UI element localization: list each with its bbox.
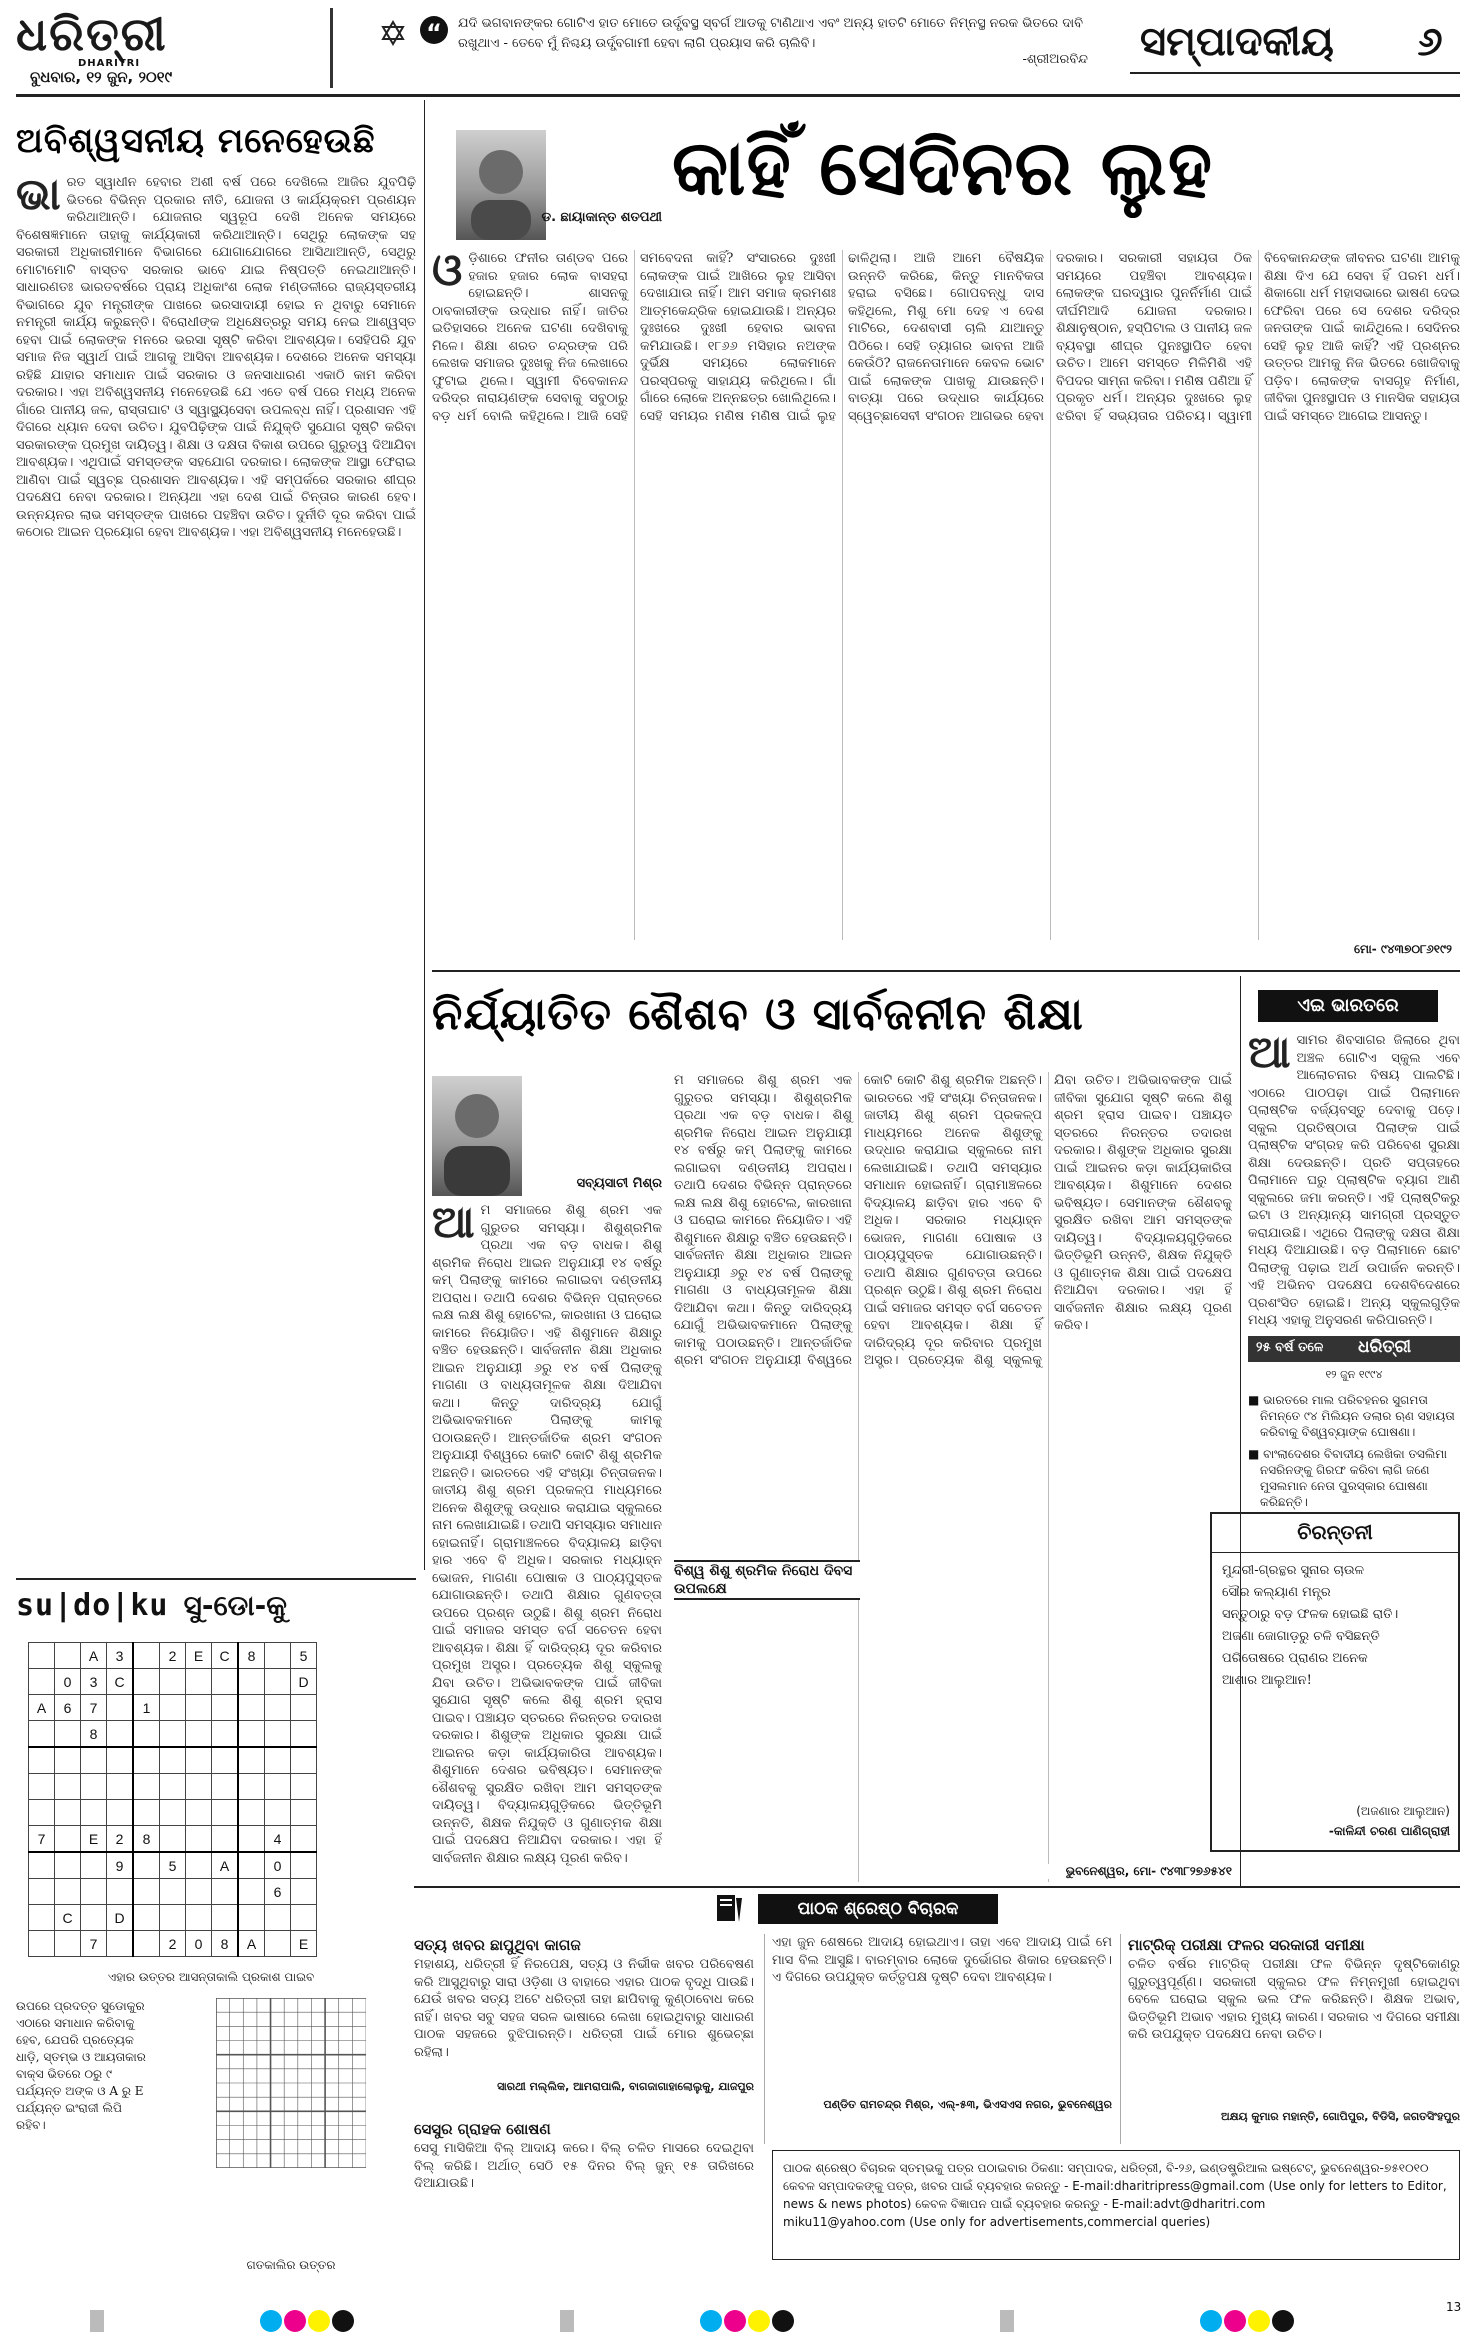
second-byline: ଭୁବନେଶ୍ୱର, ମୋ- ୯୪୩୮୨୭୬୫୪୧ bbox=[1036, 1864, 1232, 1879]
sudoku-cell[interactable] bbox=[29, 1931, 55, 1957]
sudoku-cell[interactable] bbox=[265, 1905, 291, 1931]
sudoku-cell[interactable] bbox=[107, 1747, 134, 1774]
sudoku-cell[interactable] bbox=[265, 1931, 291, 1957]
sudoku-cell[interactable] bbox=[238, 1695, 265, 1721]
section-divider bbox=[432, 970, 1460, 972]
sudoku-cell[interactable] bbox=[212, 1721, 239, 1748]
sudoku-cell[interactable] bbox=[186, 1669, 212, 1695]
sudoku-cell[interactable] bbox=[265, 1800, 291, 1826]
sudoku-cell[interactable] bbox=[133, 1879, 160, 1905]
sudoku-cell[interactable]: 0 bbox=[55, 1669, 81, 1695]
lead-author: ଡ. ଛାୟାକାନ୍ତ ଶତପଥୀ bbox=[541, 210, 662, 225]
sudoku-cell[interactable]: A bbox=[81, 1643, 107, 1669]
sudoku-cell[interactable] bbox=[55, 1747, 81, 1774]
years-ago-brand: ଧରିତ୍ରୀ bbox=[1358, 1337, 1412, 1357]
letter-sign: ଅକ୍ଷୟ କୁମାର ମହାନ୍ତି, ଗୋପିପୁର, ବିଡିସି, ଜଗତସିଂହପୁର bbox=[1220, 2110, 1460, 2123]
letters-contact-box bbox=[772, 2150, 1460, 2260]
sudoku-cell[interactable]: 8 bbox=[133, 1826, 160, 1853]
sudoku-cell[interactable]: 0 bbox=[186, 1931, 212, 1957]
sudoku-cell[interactable]: 2 bbox=[160, 1643, 186, 1669]
sudoku-cell[interactable]: D bbox=[107, 1905, 134, 1931]
second-subhead: ବିଶ୍ୱ ଶିଶୁ ଶ୍ରମିକ ନିରୋଧ ଦିବସ ଉପଲକ୍ଷେ bbox=[674, 1560, 860, 1600]
sudoku-cell[interactable] bbox=[55, 1643, 81, 1669]
sudoku-cell[interactable] bbox=[212, 1747, 239, 1774]
sudoku-cell[interactable]: E bbox=[186, 1643, 212, 1669]
sudoku-cell[interactable] bbox=[265, 1747, 291, 1774]
second-body-right bbox=[674, 1072, 1232, 1882]
logo[interactable] bbox=[16, 8, 246, 68]
sudoku-cell[interactable] bbox=[238, 1852, 265, 1879]
sudoku-cell[interactable] bbox=[107, 1721, 134, 1748]
sudoku-cell[interactable] bbox=[107, 1774, 134, 1800]
letters-banner bbox=[714, 1892, 1114, 1928]
sudoku-title bbox=[16, 1588, 416, 1632]
sudoku-cell[interactable] bbox=[186, 1905, 212, 1931]
letter-title: ସତ୍ୟ ଖବର ଛାପୁଥିବା କାଗଜ bbox=[414, 1936, 581, 1954]
chirantani bbox=[1210, 1512, 1460, 1852]
lead-contact: ମୋ- ୯୪୩୭୦୮୬୧୯୨ bbox=[1354, 942, 1452, 956]
sudoku-cell[interactable] bbox=[55, 1800, 81, 1826]
second-author: ସବ୍ୟସାଚୀ ମିଶ୍ର bbox=[576, 1176, 662, 1191]
issue-date: ବୁଧବାର, ୧୨ ଜୁନ, ୨୦୧୯ bbox=[30, 68, 173, 86]
sudoku-title-en: su|do|ku bbox=[16, 1588, 169, 1623]
sudoku-cell[interactable] bbox=[291, 1826, 317, 1853]
sudoku-answer-note: ଏହାର ଉତ୍ତର ଆସନ୍ତାକାଲି ପ୍ରକାଶ ପାଇବ bbox=[107, 1970, 315, 1984]
letter-item bbox=[1128, 1934, 1460, 2144]
sudoku-cell[interactable] bbox=[81, 1747, 107, 1774]
sudoku-cell[interactable] bbox=[81, 1800, 107, 1826]
sudoku-cell[interactable] bbox=[29, 1800, 55, 1826]
sudoku-cell[interactable]: E bbox=[291, 1931, 317, 1957]
sudoku-cell[interactable] bbox=[160, 1826, 186, 1853]
sudoku-cell[interactable] bbox=[291, 1721, 317, 1748]
sudoku-cell[interactable] bbox=[160, 1774, 186, 1800]
sudoku-cell[interactable] bbox=[133, 1774, 160, 1800]
sudoku-cell[interactable] bbox=[29, 1852, 55, 1879]
sudoku-cell[interactable] bbox=[160, 1747, 186, 1774]
contact-line[interactable]: miku11@yahoo.com (Use only for advertisements,commercial queries) bbox=[783, 2215, 1211, 2229]
years-ago-label: ୨୫ ବର୍ଷ ତଳେ bbox=[1256, 1340, 1324, 1355]
registration-marks bbox=[0, 2310, 1476, 2334]
years-ago-header bbox=[1248, 1336, 1460, 1362]
sudoku-cell[interactable] bbox=[133, 1800, 160, 1826]
letters-banner-text: ପାଠକ ଶ୍ରେଷ୍ଠ ବିଚାରକ bbox=[758, 1894, 998, 1924]
sudoku-cell[interactable] bbox=[133, 1669, 160, 1695]
sudoku-cell[interactable] bbox=[238, 1721, 265, 1748]
sudoku-cell[interactable]: A bbox=[238, 1931, 265, 1957]
sudoku-cell[interactable]: 2 bbox=[107, 1826, 134, 1853]
sudoku-cell[interactable] bbox=[55, 1721, 81, 1748]
letters-section bbox=[414, 1886, 1460, 2296]
sudoku-cell[interactable]: 8 bbox=[212, 1931, 239, 1957]
sudoku-cell[interactable]: 8 bbox=[238, 1643, 265, 1669]
sudoku-cell[interactable]: C bbox=[212, 1643, 239, 1669]
editorial-body bbox=[16, 174, 416, 1564]
sudoku-cell[interactable] bbox=[29, 1905, 55, 1931]
second-title: ନିର୍ଯ୍ୟାତିତ ଶୈଶବ ଓ ସାର୍ବଜନୀନ ଶିକ୍ଷା bbox=[432, 989, 1084, 1040]
page-folio: 13 bbox=[1446, 2300, 1462, 2314]
footer-bar bbox=[0, 2300, 1476, 2339]
sudoku-cell[interactable]: 4 bbox=[265, 1826, 291, 1853]
letter-title: ସେସୁର ଗ୍ରାହକ ଶୋଷଣ bbox=[414, 2120, 551, 2138]
sudoku-cell[interactable] bbox=[160, 1695, 186, 1721]
sudoku-cell[interactable]: 5 bbox=[160, 1852, 186, 1879]
sudoku-cell[interactable]: 1 bbox=[133, 1695, 160, 1721]
chirantani-poet: -କାଳିନ୍ଦୀ ଚରଣ ପାଣିଗ୍ରାହୀ bbox=[1328, 1824, 1450, 1838]
sudoku-cell[interactable]: 7 bbox=[29, 1826, 55, 1853]
sudoku-cell[interactable] bbox=[265, 1695, 291, 1721]
sudoku-cell[interactable] bbox=[238, 1774, 265, 1800]
sudoku-cell[interactable] bbox=[81, 1879, 107, 1905]
sudoku-cell[interactable]: 7 bbox=[81, 1931, 107, 1957]
sudoku-cell[interactable] bbox=[186, 1879, 212, 1905]
sudoku-cell[interactable] bbox=[212, 1879, 239, 1905]
letter-body: ସେସୁ ମାସିକିଆ ବିଲ୍ ଆଦାୟ କରେ। ବିଲ୍ ଚଳିତ ମାସରେ ଦେଇଥିବା ବିଲ୍ କରିଛି। ଅର୍ଥାତ୍ ସେଠି ୧୫ ଦିନର ବିଲ୍ ଜୁନ୍ ୧୫ ତାରିଖରେ ଦିଆଯାଉଛି। bbox=[414, 2141, 754, 2190]
sudoku-cell[interactable] bbox=[212, 1669, 239, 1695]
chirantani-poem: ମୁନ୍ଦରୀ-ଗ୍ରନ୍ଥର ସୁନାର ଚାଉଳ ସୌର କଲ୍ୟାଣ ମନ୍ତ୍ର ସନ୍ତୁଠାରୁ ବଡ଼ ଫଳକ ହୋଇଛି ରାତି। ଅଜଣା ଜୋଗାଡ଼ରୁ ଚଳି ବସିଛନ୍ତି ପରିତୋଷରେ ପ୍ରାଣର ଅନେକ ଆଶାର ଆଲୁଆନ! bbox=[1222, 1563, 1399, 1688]
letter-item bbox=[772, 1934, 1112, 2144]
letter-sign: ପଣ୍ଡିତ ରାମଚନ୍ଦ୍ର ମିଶ୍ର, ଏଲ୍-୫୩, ଭିଏସଏସ ନଗର, ଭୁବନେଶ୍ୱର bbox=[823, 2098, 1112, 2111]
letter-item bbox=[414, 2118, 754, 2198]
sudoku-cell[interactable] bbox=[238, 1826, 265, 1853]
sudoku-cell[interactable]: C bbox=[107, 1669, 134, 1695]
ei-bharatare-body: ଆସାମର ଶିବସାଗର ଜିଲାରେ ଥିବା ଅଞ୍ଚଳ ଗୋଟିଏ ସ୍କୁଲ ଏବେ ଆଲୋଚନାର ବିଷୟ ପାଲଟିଛି। ଏଠାରେ ପାଠପଢ଼ା ପାଇଁ ପିଲାମାନେ ପ୍ଲାଷ୍ଟିକ ବର୍ଜ୍ୟବସ୍ତୁ ଦେବାକୁ ପଡ଼େ। ସ୍କୁଲ ପ୍ରତିଷ୍ଠାତା ପିଲାଙ୍କ ପାଇଁ ପ୍ଲାଷ୍ଟିକ ସଂଗ୍ରହ କରି ପରିବେଶ ସୁରକ୍ଷା ଶିକ୍ଷା ଦେଉଛନ୍ତି। ପ୍ରତି ସପ୍ତାହରେ ପିଲାମାନେ ଘରୁ ପ୍ଲାଷ୍ଟିକ ବ୍ୟାଗ ଆଣି ସ୍କୁଲରେ ଜମା କରନ୍ତି। ଏହି ପ୍ଲାଷ୍ଟିକରୁ ଇଟା ଓ ଅନ୍ୟାନ୍ୟ ସାମଗ୍ରୀ ପ୍ରସ୍ତୁତ କରାଯାଉଛି। ଏଥିରେ ପିଲାଙ୍କୁ ଦକ୍ଷତା ଶିକ୍ଷା ମଧ୍ୟ ଦିଆଯାଉଛି। ବଡ଼ ପିଲାମାନେ ଛୋଟ ପିଲାଙ୍କୁ ପଢ଼ାଇ ଅର୍ଥ ଉପାର୍ଜନ କରନ୍ତି। ଏହି ଅଭିନବ ପଦକ୍ଷେପ ଦେଶବିଦେଶରେ ପ୍ରଶଂସିତ ହୋଇଛି। ଅନ୍ୟ ସ୍କୁଲଗୁଡ଼ିକ ମଧ୍ୟ ଏହାକୁ ଅନୁସରଣ କରିପାରନ୍ତି। bbox=[1248, 1032, 1460, 1328]
sudoku-cell[interactable] bbox=[133, 1721, 160, 1748]
sudoku-cell[interactable]: 5 bbox=[291, 1643, 317, 1669]
sudoku-cell[interactable] bbox=[107, 1931, 134, 1957]
sudoku-cell[interactable] bbox=[107, 1695, 134, 1721]
letter-item bbox=[414, 1934, 754, 2114]
sudoku-cell[interactable] bbox=[160, 1905, 186, 1931]
lead-title: କାହିଁ ସେଦିନର ଲୁହ bbox=[672, 123, 1214, 212]
sudoku-cell[interactable] bbox=[107, 1800, 134, 1826]
sudoku-cell[interactable] bbox=[55, 1826, 81, 1853]
ei-bharatare bbox=[1248, 990, 1460, 1410]
sudoku-cell[interactable]: 6 bbox=[265, 1879, 291, 1905]
sudoku-cell[interactable]: 3 bbox=[81, 1669, 107, 1695]
second-text: ମ ସମାଜରେ ଶିଶୁ ଶ୍ରମ ଏକ ଗୁରୁତର ସମସ୍ୟା। ଶିଶୁଶ୍ରମିକ ପ୍ରଥା ଏକ ବଡ଼ ବାଧକ। ଶିଶୁ ଶ୍ରମିକ ନିରୋଧ ଆଇନ ଅନୁଯାୟୀ ୧୪ ବର୍ଷରୁ କମ୍ ପିଲାଙ୍କୁ କାମରେ ଲଗାଇବା ଦଣ୍ଡନୀୟ ଅପରାଧ। ତଥାପି ଦେଶର ବିଭିନ୍ନ ପ୍ରାନ୍ତରେ ଲକ୍ଷ ଲକ୍ଷ ଶିଶୁ ହୋଟେଲ, କାରଖାନା ଓ ଘରୋଇ କାମରେ ନିୟୋଜିତ। ଏହି ଶିଶୁମାନେ ଶିକ୍ଷାରୁ ବଞ୍ଚିତ ହେଉଛନ୍ତି। ସାର୍ବଜନୀନ ଶିକ୍ଷା ଅଧିକାର ଆଇନ ଅନୁଯାୟୀ ୬ରୁ ୧୪ ବର୍ଷ ପିଲାଙ୍କୁ ମାଗଣା ଓ ବାଧ୍ୟତାମୂଳକ ଶିକ୍ଷା ଦିଆଯିବା କଥା। କିନ୍ତୁ ଦାରିଦ୍ର୍ୟ ଯୋଗୁଁ ଅଭିଭାବକମାନେ ପିଲାଙ୍କୁ କାମକୁ ପଠାଉଛନ୍ତି। ଆନ୍ତର୍ଜାତିକ ଶ୍ରମ ସଂଗଠନ ଅନୁଯାୟୀ ବିଶ୍ୱରେ କୋଟି କୋଟି ଶିଶୁ ଶ୍ରମିକ ଅଛନ୍ତି। ଭାରତରେ ଏହି ସଂଖ୍ୟା ଚିନ୍ତାଜନକ। ଜାତୀୟ ଶିଶୁ ଶ୍ରମ ପ୍ରକଳ୍ପ ମାଧ୍ୟମରେ ଅନେକ ଶିଶୁଙ୍କୁ ଉଦ୍ଧାର କରାଯାଇ ସ୍କୁଲରେ ନାମ ଲେଖାଯାଇଛି। ତଥାପି ସମସ୍ୟାର ସମାଧାନ ହୋଇନାହିଁ। ଗ୍ରାମାଞ୍ଚଳରେ ବିଦ୍ୟାଳୟ ଛାଡ଼ିବା ହାର ଏବେ ବି ଅଧିକ। ସରକାର ମଧ୍ୟାହ୍ନ ଭୋଜନ, ମାଗଣା ପୋଷାକ ଓ ପାଠ୍ୟପୁସ୍ତକ ଯୋଗାଉଛନ୍ତି। ତଥାପି ଶିକ୍ଷାର ଗୁଣବତ୍ତା ଉପରେ ପ୍ରଶ୍ନ ଉଠୁଛି। ଶିଶୁ ଶ୍ରମ ନିରୋଧ ପାଇଁ ସମାଜର ସମସ୍ତ ବର୍ଗ ସଚେତନ ହେବା ଆବଶ୍ୟକ। ଶିକ୍ଷା ହିଁ ଦାରିଦ୍ର୍ୟ ଦୂର କରିବାର ପ୍ରମୁଖ ଅସ୍ତ୍ର। ପ୍ରତ୍ୟେକ ଶିଶୁ ସ୍କୁଲକୁ ଯିବା ଉଚିତ। ଅଭିଭାବକଙ୍କ ପାଇଁ ଜୀବିକା ସୁଯୋଗ ସୃଷ୍ଟି କଲେ ଶିଶୁ ଶ୍ରମ ହ୍ରାସ ପାଇବ। ପଞ୍ଚାୟତ ସ୍ତରରେ ନିରନ୍ତର ତଦାରଖ ଦରକାର। ଶିଶୁଙ୍କ ଅଧିକାର ସୁରକ୍ଷା ପାଇଁ ଆଇନର କଡ଼ା କାର୍ଯ୍ୟକାରିତା ଆବଶ୍ୟକ। ଶିଶୁମାନେ ଦେଶର ଭବିଷ୍ୟତ। ସେମାନଙ୍କ ଶୈଶବକୁ ସୁରକ୍ଷିତ ରଖିବା ଆମ ସମସ୍ତଙ୍କ ଦାୟିତ୍ୱ। ବିଦ୍ୟାଳୟଗୁଡ଼ିକରେ ଭିତ୍ତିଭୂମି ଉନ୍ନତି, ଶିକ୍ଷକ ନିଯୁକ୍ତି ଓ ଗୁଣାତ୍ମକ ଶିକ୍ଷା ପାଇଁ ପଦକ୍ଷେପ ନିଆଯିବା ଦରକାର। ଏହା ହିଁ ସାର୍ବଜନୀନ ଶିକ୍ଷାର ଲକ୍ଷ୍ୟ ପୂରଣ କରିବ। bbox=[674, 1073, 1232, 1368]
chirantani-source: (ଅଜଣାର ଆଲୁଆନ) bbox=[1356, 1804, 1450, 1818]
pen-icon bbox=[714, 1892, 744, 1926]
sudoku-cell[interactable] bbox=[133, 1747, 160, 1774]
sudoku-cell[interactable] bbox=[160, 1669, 186, 1695]
years-ago-item: ■ ଭାରତରେ ମାଲ ପରିବହନର ସୁଗମତା ନିମନ୍ତେ ୯୪ ମିଲିୟନ ଡଲାର ଋଣ ସହାୟତା କରିବାକୁ ବିଶ୍ୱବ୍ୟାଙ୍କ ଘୋଷଣା। bbox=[1248, 1393, 1455, 1439]
sudoku-cell[interactable] bbox=[29, 1747, 55, 1774]
sudoku-cell[interactable] bbox=[160, 1879, 186, 1905]
sudoku-cell[interactable] bbox=[291, 1774, 317, 1800]
years-ago-date: ୧୨ ଜୁନ ୧୯୯୪ bbox=[1325, 1368, 1383, 1381]
ei-bharatare-heading: ଏଇ ଭାରତରେ bbox=[1258, 990, 1438, 1022]
sudoku-cell[interactable]: A bbox=[212, 1852, 239, 1879]
sudoku-cell[interactable] bbox=[186, 1721, 212, 1748]
logo-text: ଧରିତ୍ରୀ bbox=[16, 7, 168, 61]
sudoku-cell[interactable]: 7 bbox=[81, 1695, 107, 1721]
sudoku-cell[interactable] bbox=[186, 1695, 212, 1721]
sudoku-cell[interactable] bbox=[265, 1721, 291, 1748]
sudoku-cell[interactable] bbox=[55, 1931, 81, 1957]
sudoku-cell[interactable] bbox=[133, 1852, 160, 1879]
sudoku-section bbox=[16, 1578, 406, 2288]
sudoku-grid[interactable] bbox=[28, 1642, 317, 1957]
sudoku-cell[interactable] bbox=[238, 1669, 265, 1695]
sudoku-cell[interactable] bbox=[238, 1747, 265, 1774]
sudoku-cell[interactable] bbox=[133, 1905, 160, 1931]
page-number: ୬ bbox=[1417, 19, 1443, 65]
sudoku-cell[interactable] bbox=[212, 1800, 239, 1826]
sudoku-cell[interactable] bbox=[212, 1905, 239, 1931]
sudoku-cell[interactable] bbox=[291, 1695, 317, 1721]
sudoku-cell[interactable] bbox=[55, 1852, 81, 1879]
contact-line: ପାଠକ ଶ୍ରେଷ୍ଠ ବିଚାରକ ସ୍ତମ୍ଭକୁ ପତ୍ର ପଠାଇବାର ଠିକଣା: ସମ୍ପାଦକ, ଧରିତ୍ରୀ, ବି-୨୬, ଇଣ୍ଡଷ୍ଟ୍ରିଆଲ ଇଷ୍ଟେଟ୍, ଭୁବନେଶ୍ୱର-୭୫୧୦୧୦ bbox=[783, 2161, 1429, 2175]
letter-sign: ସାରଥୀ ମଲ୍ଲିକ, ଆମରାପାଲି, ବାଗଜାଗାହାଲୋଲୁକୁ, ଯାଜପୁର bbox=[497, 2080, 754, 2093]
sudoku-cell[interactable] bbox=[186, 1774, 212, 1800]
editorial-dropcap: ଭା bbox=[16, 174, 61, 220]
second-body-left: ଆମ ସମାଜରେ ଶିଶୁ ଶ୍ରମ ଏକ ଗୁରୁତର ସମସ୍ୟା। ଶିଶୁଶ୍ରମିକ ପ୍ରଥା ଏକ ବଡ଼ ବାଧକ। ଶିଶୁ ଶ୍ରମିକ ନିରୋଧ ଆଇନ ଅନୁଯାୟୀ ୧୪ ବର୍ଷରୁ କମ୍ ପିଲାଙ୍କୁ କାମରେ ଲଗାଇବା ଦଣ୍ଡନୀୟ ଅପରାଧ। ତଥାପି ଦେଶର ବିଭିନ୍ନ ପ୍ରାନ୍ତରେ ଲକ୍ଷ ଲକ୍ଷ ଶିଶୁ ହୋଟେଲ, କାରଖାନା ଓ ଘରୋଇ କାମରେ ନିୟୋଜିତ। ଏହି ଶିଶୁମାନେ ଶିକ୍ଷାରୁ ବଞ୍ଚିତ ହେଉଛନ୍ତି। ସାର୍ବଜନୀନ ଶିକ୍ଷା ଅଧିକାର ଆଇନ ଅନୁଯାୟୀ ୬ରୁ ୧୪ ବର୍ଷ ପିଲାଙ୍କୁ ମାଗଣା ଓ ବାଧ୍ୟତାମୂଳକ ଶିକ୍ଷା ଦିଆଯିବା କଥା। କିନ୍ତୁ ଦାରିଦ୍ର୍ୟ ଯୋଗୁଁ ଅଭିଭାବକମାନେ ପିଲାଙ୍କୁ କାମକୁ ପଠାଉଛନ୍ତି। ଆନ୍ତର୍ଜାତିକ ଶ୍ରମ ସଂଗଠନ ଅନୁଯାୟୀ ବିଶ୍ୱରେ କୋଟି କୋଟି ଶିଶୁ ଶ୍ରମିକ ଅଛନ୍ତି। ଭାରତରେ ଏହି ସଂଖ୍ୟା ଚିନ୍ତାଜନକ। ଜାତୀୟ ଶିଶୁ ଶ୍ରମ ପ୍ରକଳ୍ପ ମାଧ୍ୟମରେ ଅନେକ ଶିଶୁଙ୍କୁ ଉଦ୍ଧାର କରାଯାଇ ସ୍କୁଲରେ ନାମ ଲେଖାଯାଇଛି। ତଥାପି ସମସ୍ୟାର ସମାଧାନ ହୋଇନାହିଁ। ଗ୍ରାମାଞ୍ଚଳରେ ବିଦ୍ୟାଳୟ ଛାଡ଼ିବା ହାର ଏବେ ବି ଅଧିକ। ସରକାର ମଧ୍ୟାହ୍ନ ଭୋଜନ, ମାଗଣା ପୋଷାକ ଓ ପାଠ୍ୟପୁସ୍ତକ ଯୋଗାଉଛନ୍ତି। ତଥାପି ଶିକ୍ଷାର ଗୁଣବତ୍ତା ଉପରେ ପ୍ରଶ୍ନ ଉଠୁଛି। ଶିଶୁ ଶ୍ରମ ନିରୋଧ ପାଇଁ ସମାଜର ସମସ୍ତ ବର୍ଗ ସଚେତନ ହେବା ଆବଶ୍ୟକ। ଶିକ୍ଷା ହିଁ ଦାରିଦ୍ର୍ୟ ଦୂର କରିବାର ପ୍ରମୁଖ ଅସ୍ତ୍ର। ପ୍ରତ୍ୟେକ ଶିଶୁ ସ୍କୁଲକୁ ଯିବା ଉଚିତ। ଅଭିଭାବକଙ୍କ ପାଇଁ ଜୀବିକା ସୁଯୋଗ ସୃଷ୍ଟି କଲେ ଶିଶୁ ଶ୍ରମ ହ୍ରାସ ପାଇବ। ପଞ୍ଚାୟତ ସ୍ତରରେ ନିରନ୍ତର ତଦାରଖ ଦରକାର। ଶିଶୁଙ୍କ ଅଧିକାର ସୁରକ୍ଷା ପାଇଁ ଆଇନର କଡ଼ା କାର୍ଯ୍ୟକାରିତା ଆବଶ୍ୟକ। ଶିଶୁମାନେ ଦେଶର ଭବିଷ୍ୟତ। ସେମାନଙ୍କ ଶୈଶବକୁ ସୁରକ୍ଷିତ ରଖିବା ଆମ ସମସ୍ତଙ୍କ ଦାୟିତ୍ୱ। ବିଦ୍ୟାଳୟଗୁଡ଼ିକରେ ଭିତ୍ତିଭୂମି ଉନ୍ନତି, ଶିକ୍ଷକ ନିଯୁକ୍ତି ଓ ଗୁଣାତ୍ମକ ଶିକ୍ଷା ପାଇଁ ପଦକ୍ଷେପ ନିଆଯିବା ଦରକାର। ଏହା ହିଁ ସାର୍ବଜନୀନ ଶିକ୍ଷାର ଲକ୍ଷ୍ୟ ପୂରଣ କରିବ। bbox=[432, 1202, 662, 1866]
sudoku-cell[interactable] bbox=[291, 1879, 317, 1905]
sudoku-cell[interactable]: D bbox=[291, 1669, 317, 1695]
prev-solution-caption: ଗତକାଲିର ଉତ୍ତର bbox=[246, 2258, 336, 2272]
sudoku-cell[interactable]: 0 bbox=[265, 1852, 291, 1879]
sudoku-cell[interactable]: 6 bbox=[55, 1695, 81, 1721]
sudoku-cell[interactable] bbox=[160, 1721, 186, 1748]
sudoku-cell[interactable] bbox=[212, 1826, 239, 1853]
sudoku-cell[interactable] bbox=[81, 1852, 107, 1879]
sudoku-cell[interactable] bbox=[238, 1879, 265, 1905]
sudoku-cell[interactable] bbox=[186, 1826, 212, 1853]
sudoku-cell[interactable] bbox=[265, 1774, 291, 1800]
sudoku-cell[interactable] bbox=[55, 1774, 81, 1800]
second-article bbox=[432, 976, 1232, 1886]
logo-subtext: DHARITRI bbox=[78, 58, 141, 69]
sudoku-cell[interactable] bbox=[107, 1879, 134, 1905]
sudoku-cell[interactable] bbox=[212, 1695, 239, 1721]
lead-text: ଡ଼ିଶାରେ ଫନୀର ତାଣ୍ଡବ ପରେ ହଜାର ହଜାର ଲୋକ ବାସହରା ହୋଇଛନ୍ତି। ଶାସନକୁ ଠାବକାରୀଙ୍କ ଉଦ୍ଧାର ନାହିଁ। ଜାତିର ଇତିହାସରେ ଅନେକ ଘଟଣା ଦେଖିବାକୁ ମିଳେ। ଶିକ୍ଷା ଶରତ ଚନ୍ଦ୍ରଙ୍କ ପରି ଲେଖକ ସମାଜର ଦୁଃଖକୁ ନିଜ ଲେଖାରେ ଫୁଟାଇ ଥିଲେ। ସ୍ୱାମୀ ବିବେକାନନ୍ଦ ଦରିଦ୍ର ନାରାୟଣଙ୍କ ସେବାକୁ ସବୁଠାରୁ ବଡ଼ ଧର୍ମ ବୋଲି କହିଥିଲେ। ଆଜି ସେହି ସମବେଦନା କାହିଁ? ସଂସାରରେ ଦୁଃଖୀ ଲୋକଙ୍କ ପାଇଁ ଆଖିରେ ଲୁହ ଆସିବା ଦେଖାଯାଉ ନାହିଁ। ଆମ ସମାଜ କ୍ରମଶଃ ଆତ୍ମକେନ୍ଦ୍ରିକ ହୋଇଯାଉଛି। ଅନ୍ୟର ଦୁଃଖରେ ଦୁଃଖୀ ହେବାର ଭାବନା କମିଯାଉଛି। ୧୮୬୬ ମସିହାର ନଅଙ୍କ ଦୁର୍ଭିକ୍ଷ ସମୟରେ ଲୋକମାନେ ପରସ୍ପରକୁ ସାହାଯ୍ୟ କରିଥିଲେ। ଗାଁ ଗାଁରେ ଲୋକେ ଅନ୍ନଛତ୍ର ଖୋଲିଥିଲେ। ସେହି ସମୟର ମଣିଷ ମଣିଷ ପାଇଁ ଲୁହ ଢାଳିଥିଲା। ଆଜି ଆମେ ବୈଷୟିକ ଉନ୍ନତି କରିଛେ, କିନ୍ତୁ ମାନବିକତା ହରାଇ ବସିଛେ। ଗୋପବନ୍ଧୁ ଦାସ କହିଥିଲେ, ମିଶୁ ମୋ ଦେହ ଏ ଦେଶ ମାଟିରେ, ଦେଶବାସୀ ଚାଲି ଯାଆନ୍ତୁ ପିଠିରେ। ସେହି ତ୍ୟାଗର ଭାବନା ଆଜି କେଉଁଠି? ରାଜନେତାମାନେ କେବଳ ଭୋଟ ପାଇଁ ଲୋକଙ୍କ ପାଖକୁ ଯାଉଛନ୍ତି। ବାତ୍ୟା ପରେ ଉଦ୍ଧାର କାର୍ଯ୍ୟରେ ସ୍ୱେଚ୍ଛାସେବୀ ସଂଗଠନ ଆଗଭର ହେବା ଦରକାର। ସରକାରୀ ସହାୟତା ଠିକ ସମୟରେ ପହଞ୍ଚିବା ଆବଶ୍ୟକ। ଲୋକଙ୍କ ଘରଦ୍ୱାର ପୁନର୍ନିର୍ମାଣ ପାଇଁ ଦୀର୍ଘମିଆଦି ଯୋଜନା ଦରକାର। ଶିକ୍ଷାନୁଷ୍ଠାନ, ହସ୍ପିଟାଲ ଓ ପାନୀୟ ଜଳ ବ୍ୟବସ୍ଥା ଶୀଘ୍ର ପୁନଃସ୍ଥାପିତ ହେବା ଉଚିତ। ଆମେ ସମସ୍ତେ ମିଳିମିଶି ଏହି ବିପଦର ସାମ୍ନା କରିବା। ମଣିଷ ପଣିଆ ହିଁ ପ୍ରକୃତ ଧର୍ମ। ଅନ୍ୟର ଦୁଃଖରେ ଲୁହ ଝରିବା ହିଁ ସଭ୍ୟତାର ପରିଚୟ। ସ୍ୱାମୀ ବିବେକାନନ୍ଦଙ୍କ ଜୀବନର ଘଟଣା ଆମକୁ ଶିକ୍ଷା ଦିଏ ଯେ ସେବା ହିଁ ପରମ ଧର୍ମ। ଶିକାଗୋ ଧର୍ମ ମହାସଭାରେ ଭାଷଣ ଦେଇ ଫେରିବା ପରେ ସେ ଦେଶର ଦରିଦ୍ର ଜନତାଙ୍କ ପାଇଁ କାନ୍ଦିଥିଲେ। ସେଦିନର ସେହି ଲୁହ ଆଜି କାହିଁ? ଏହି ପ୍ରଶ୍ନର ଉତ୍ତର ଆମକୁ ନିଜ ଭିତରେ ଖୋଜିବାକୁ ପଡ଼ିବ। ଲୋକଙ୍କ ବାସଗୃହ ନିର୍ମାଣ, ଜୀବିକା ପୁନଃସ୍ଥାପନ ଓ ମାନସିକ ସହାୟତା ପାଇଁ ସମସ୍ତେ ଆଗେଇ ଆସନ୍ତୁ। bbox=[432, 251, 1460, 424]
years-ago-list bbox=[1248, 1392, 1460, 1512]
lead-body bbox=[432, 250, 1460, 940]
contact-line[interactable]: କେବଳ ସମ୍ପାଦକଙ୍କୁ ପତ୍ର, ଖବର ପାଇଁ ବ୍ୟବହାର କରନ୍ତୁ - E-mail:dharitripress@gmail.com (Use only for letters to Editor, news & news photos) କେବଳ ବିଜ୍ଞାପନ ପାଇଁ ବ୍ୟବହାର କରନ୍ତୁ - E-mail:advt@dharitri.com bbox=[783, 2179, 1447, 2211]
editorial bbox=[16, 100, 416, 1570]
sudoku-cell[interactable] bbox=[291, 1852, 317, 1879]
sudoku-cell[interactable] bbox=[265, 1669, 291, 1695]
sudoku-cell[interactable] bbox=[186, 1747, 212, 1774]
sudoku-cell[interactable]: 9 bbox=[107, 1852, 134, 1879]
sudoku-cell[interactable] bbox=[238, 1800, 265, 1826]
letter-title: ମାଟ୍ରିକ୍ ପରୀକ୍ଷା ଫଳର ସରକାରୀ ସମୀକ୍ଷା bbox=[1128, 1936, 1365, 1954]
sudoku-cell[interactable] bbox=[212, 1774, 239, 1800]
sudoku-cell[interactable] bbox=[291, 1800, 317, 1826]
sudoku-cell[interactable] bbox=[29, 1774, 55, 1800]
section-name: ସମ୍ପାଦକୀୟ bbox=[1140, 19, 1334, 65]
second-dropcap: ଆ bbox=[432, 1202, 475, 1248]
sudoku-cell[interactable] bbox=[238, 1905, 265, 1931]
sudoku-cell[interactable] bbox=[81, 1774, 107, 1800]
sudoku-instructions: ଉପରେ ପ୍ରଦତ୍ତ ସୁଡୋକୁର ଏଠାରେ ସମାଧାନ କରିବାକୁ ହେବ, ଯେପରି ପ୍ରତ୍ୟେକ ଧାଡ଼ି, ସ୍ତମ୍ଭ ଓ ଆୟତାକାର ବାକ୍ସ ଭିତରେ ୦ରୁ ୯ ପର୍ଯ୍ୟନ୍ତ ଅଙ୍କ ଓ A ରୁ E ପର୍ଯ୍ୟନ୍ତ ଇଂରାଜୀ ଲିପି ରହିବ। bbox=[16, 1999, 146, 2132]
quote-mark-icon: “ bbox=[420, 16, 448, 44]
sudoku-cell[interactable] bbox=[186, 1800, 212, 1826]
sudoku-cell[interactable] bbox=[29, 1643, 55, 1669]
quote-author: -ଶ୍ରୀଅରବିନ୍ଦ bbox=[1022, 52, 1088, 67]
sudoku-cell[interactable] bbox=[29, 1879, 55, 1905]
sudoku-cell[interactable] bbox=[186, 1852, 212, 1879]
sudoku-cell[interactable]: C bbox=[55, 1905, 81, 1931]
sudoku-cell[interactable] bbox=[291, 1747, 317, 1774]
sudoku-title-or: ସୁ-ଡୋ-କୁ bbox=[183, 1589, 287, 1622]
letter-body: ମହାଶୟ, ଧରିତ୍ରୀ ହିଁ ନିରପେକ୍ଷ, ସତ୍ୟ ଓ ନିର୍ଭୀକ ଖବର ପରିବେଷଣ କରି ଆସୁଥିବାରୁ ସାରା ଓଡ଼ିଶା ଓ ବାହାରେ ଏହାର ପାଠକ ବୃଦ୍ଧି ପାଉଛି। ଯେଉଁ ଖବର ସତ୍ୟ ଅଟେ ଧରିତ୍ରୀ ତାହା ଛାପିବାକୁ କୁଣ୍ଠାବୋଧ କରେ ନାହିଁ। ଖବର ସବୁ ସହଜ ସରଳ ଭାଷାରେ ଲେଖା ହୋଇଥିବାରୁ ସାଧାରଣ ପାଠକ ସହଜରେ ବୁଝିପାରନ୍ତି। ଧରିତ୍ରୀ ପାଇଁ ମୋର ଶୁଭେଚ୍ଛା ରହିଲା। bbox=[414, 1957, 754, 2060]
sudoku-cell[interactable] bbox=[133, 1931, 160, 1957]
editorial-title: ଅବିଶ୍ୱସନୀୟ ମନେହେଉଛି bbox=[16, 121, 376, 161]
sudoku-cell[interactable] bbox=[29, 1721, 55, 1748]
masthead-quote: ଯଦି ଭଗବାନଙ୍କର ଗୋଟିଏ ହାତ ମୋତେ ଉର୍ଦ୍ଧ୍ବସ୍ଥ ସ୍ବର୍ଗ ଆଡକୁ ଟାଣିଥାଏ ଏବଂ ଅନ୍ୟ ହାତଟି ମୋତେ ନିମ୍ନସ୍ଥ ନରକ ଭିତରେ ଦାବି ରଖୁଥାଏ - ତେବେ ମୁଁ ନିଶ୍ଚୟ ଉର୍ଦ୍ଧ୍ବଗାମୀ ହେବା ଲାଗି ପ୍ରୟାସ କରି ଚାଲିବି। bbox=[458, 16, 1083, 51]
sudoku-cell[interactable]: A bbox=[29, 1695, 55, 1721]
prev-solution-grid bbox=[216, 1998, 366, 2168]
sudoku-cell[interactable] bbox=[265, 1643, 291, 1669]
chirantani-heading: ଚିରନ୍ତନୀ bbox=[1297, 1520, 1373, 1544]
ei-bharatare-dropcap: ଆ bbox=[1248, 1032, 1291, 1078]
sudoku-cell[interactable]: 3 bbox=[107, 1643, 134, 1669]
years-ago-item: ■ ବାଂଲାଦେଶର ବିବାଦୀୟ ଲେଖିକା ତସଲିମା ନସରିନଙ୍କୁ ଗିରଫ କରିବା ଲାଗି ଜଣେ ମୁସଲମାନ ନେତା ପୁରସ୍କାର ଘୋଷଣା କରିଛନ୍ତି। bbox=[1248, 1447, 1447, 1509]
sudoku-cell[interactable]: 2 bbox=[160, 1931, 186, 1957]
column-divider bbox=[424, 100, 425, 1570]
sudoku-cell[interactable] bbox=[29, 1669, 55, 1695]
sudoku-cell[interactable] bbox=[291, 1905, 317, 1931]
masthead bbox=[0, 0, 1476, 100]
letter-body: ଚଳିତ ବର୍ଷର ମାଟ୍ରିକ୍ ପରୀକ୍ଷା ଫଳ ବିଭିନ୍ନ ଦୃଷ୍ଟିକୋଣରୁ ଗୁରୁତ୍ୱପୂର୍ଣ୍ଣ। ସରକାରୀ ସ୍କୁଲର ଫଳ ନିମ୍ନମୁଖୀ ହୋଇଥିବା ବେଳେ ଘରୋଇ ସ୍କୁଲ ଭଲ ଫଳ କରିଛନ୍ତି। ଶିକ୍ଷକ ଅଭାବ, ଭିତ୍ତିଭୂମି ଅଭାବ ଏହାର ମୁଖ୍ୟ କାରଣ। ସରକାର ଏ ଦିଗରେ ସମୀକ୍ଷା କରି ଉପଯୁକ୍ତ ପଦକ୍ଷେପ ନେବା ଉଚିତ। bbox=[1128, 1957, 1460, 2042]
sudoku-cell[interactable] bbox=[55, 1879, 81, 1905]
sudoku-cell[interactable] bbox=[160, 1800, 186, 1826]
editorial-text: ରତ ସ୍ୱାଧୀନ ହେବାର ଅଶୀ ବର୍ଷ ପରେ ଦେଖିଲେ ଆଜିର ଯୁବପିଢ଼ି ଭିତରେ ବିଭିନ୍ନ ପ୍ରକାର ନୀତି, ଯୋଜନା ଓ କାର୍ଯ୍ୟକ୍ରମ ପ୍ରଣୟନ କରିଥାଆନ୍ତି। ଯୋଜନାର ସ୍ୱରୂପ ଦେଖି ଅନେକ ସମୟରେ ବିଶେଷଜ୍ଞମାନେ ତାହାକୁ କାର୍ଯ୍ୟକାରୀ କରିଥାଆନ୍ତି। ସେଥିରୁ ଲୋକଙ୍କ ସହ ସରକାରୀ ଅଧିକାରୀମାନେ ବିଭାଗରେ ଯୋଗାଯୋଗରେ ଆସିଥାଆନ୍ତି, ସେଥିରୁ ମୋଟାମୋଟି ବାସ୍ତବ ସରକାର ଭାବେ ଯାଇ ନିଷ୍ପତ୍ତି ନେଇଥାଆନ୍ତି। ସାଧାରଣତଃ ଭାରତବର୍ଷରେ ପ୍ରାୟ ଅଧିକାଂଶ ଲୋକ ମଣ୍ଡଳୀରେ ରାଜ୍ୟସ୍ତରୀୟ ବିଭାଗରେ ଯୁବ ମନ୍ତ୍ରୀଙ୍କ ପାଖରେ ଭରସାଦାୟୀ ହୋଇ ନ ଥିବାରୁ ସେମାନେ ନମନ୍ତ୍ରୀ କାର୍ଯ୍ୟ କରୁଛନ୍ତି। ବିରୋଧୀଙ୍କ ଅଧିକ୍ଷେତ୍ରରୁ ସମୟ ନେଇ ଆଶ୍ୱସ୍ତ ହେବା ପାଇଁ ଲୋକଙ୍କ ମନରେ ଭରସା ସୃଷ୍ଟି କରିବା ଆବଶ୍ୟକ। ସେହିପରି ଯୁବ ସମାଜ ନିଜ ସ୍ୱାର୍ଥ ପାଇଁ ଆଗକୁ ଆସିବା ଆବଶ୍ୟକ। ଦେଶରେ ଅନେକ ସମସ୍ୟା ରହିଛି ଯାହାର ସମାଧାନ ପାଇଁ ସରକାର ଓ ଜନସାଧାରଣ ଏକାଠି କାମ କରିବା ଦରକାର। ଏହା ଅବିଶ୍ୱସନୀୟ ମନେହେଉଛି ଯେ ଏତେ ବର୍ଷ ପରେ ମଧ୍ୟ ଅନେକ ଗାଁରେ ପାନୀୟ ଜଳ, ରାସ୍ତାଘାଟ ଓ ସ୍ୱାସ୍ଥ୍ୟସେବା ଉପଲବ୍ଧ ନାହିଁ। ପ୍ରଶାସନ ଏହି ଦିଗରେ ଧ୍ୟାନ ଦେବା ଉଚିତ। ଯୁବପିଢ଼ିଙ୍କ ପାଇଁ ନିଯୁକ୍ତି ସୁଯୋଗ ସୃଷ୍ଟି କରିବା ସରକାରଙ୍କ ପ୍ରମୁଖ ଦାୟିତ୍ୱ। ଶିକ୍ଷା ଓ ଦକ୍ଷତା ବିକାଶ ଉପରେ ଗୁରୁତ୍ୱ ଦିଆଯିବା ଆବଶ୍ୟକ। ଏଥିପାଇଁ ସମସ୍ତଙ୍କ ସହଯୋଗ ଦରକାର। ଲୋକଙ୍କ ଆସ୍ଥା ଫେରାଇ ଆଣିବା ପାଇଁ ସ୍ୱଚ୍ଛ ପ୍ରଶାସନ ଆବଶ୍ୟକ। ଏହି ସମ୍ପର୍କରେ ସରକାର ଶୀଘ୍ର ପଦକ୍ଷେପ ନେବା ଦରକାର। ଅନ୍ୟଥା ଏହା ଦେଶ ପାଇଁ ଚିନ୍ତାର କାରଣ ହେବ। ଉନ୍ନୟନର ଲାଭ ସମସ୍ତଙ୍କ ପାଖରେ ପହଞ୍ଚିବା ଉଚିତ। ଦୁର୍ନୀତି ଦୂର କରିବା ପାଇଁ କଠୋର ଆଇନ ପ୍ରୟୋଗ ହେବା ଆବଶ୍ୟକ। ଏହା ଅବିଶ୍ୱସନୀୟ ମନେହେଉଛି। bbox=[16, 175, 416, 540]
letter-body: ଏହା ଜୁନ ଶେଷରେ ଆଦାୟ ହୋଇଥାଏ। ତାହା ଏବେ ଆଦାୟ ପାଇଁ ମେ ମାସ ବିଲ ଆସୁଛି। ବାରମ୍ବାର ଲୋକେ ଦୁର୍ଭୋଗର ଶିକାର ହେଉଛନ୍ତି। ଏ ଦିଗରେ ଉପଯୁକ୍ତ କର୍ତ୍ତୃପକ୍ଷ ଦୃଷ୍ଟି ଦେବା ଆବଶ୍ୟକ। bbox=[772, 1935, 1112, 1985]
sudoku-cell[interactable]: 8 bbox=[81, 1721, 107, 1748]
sudoku-cell[interactable]: E bbox=[81, 1826, 107, 1853]
lead-article bbox=[432, 100, 1460, 970]
sudoku-cell[interactable] bbox=[81, 1905, 107, 1931]
sudoku-cell[interactable] bbox=[133, 1643, 160, 1669]
star-icon bbox=[380, 20, 406, 46]
lead-dropcap: ଓ bbox=[432, 250, 463, 296]
